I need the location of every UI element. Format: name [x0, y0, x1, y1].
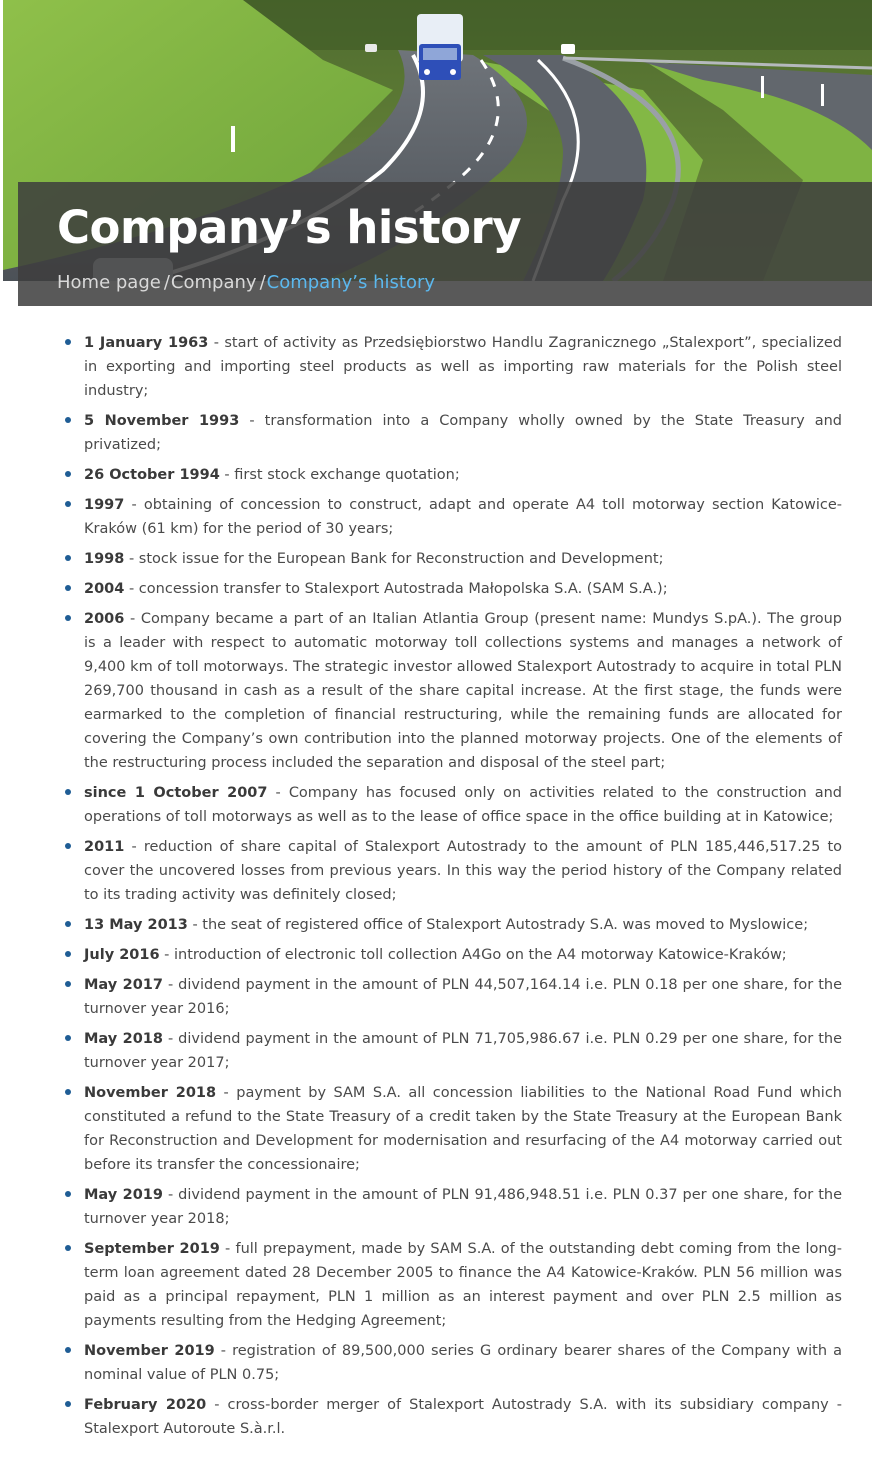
history-item [64, 943, 842, 967]
history-text: - introduction of electronic toll collection A4Go on the A4 motorway Katowice-Kraków; [159, 947, 787, 963]
history-item [64, 1081, 842, 1177]
history-text: - first stock exchange quotation; [219, 467, 460, 483]
history-text: - concession transfer to Stalexport Autostrada Małopolska S.A. (SAM S.A.); [124, 581, 668, 597]
history-item [64, 1237, 842, 1333]
hero-banner [0, 0, 872, 306]
history-date: May 2017 [84, 977, 163, 993]
history-item [64, 1339, 842, 1387]
history-date: 1997 [84, 497, 125, 513]
history-item [64, 1183, 842, 1231]
history-item [64, 463, 842, 487]
history-text: - the seat of registered office of Stalexport Autostrady S.A. was moved to Myslowice; [187, 917, 809, 933]
history-date: 2006 [84, 611, 125, 627]
breadcrumb-separator: / [163, 272, 170, 293]
history-item [64, 493, 842, 541]
history-item [64, 409, 842, 457]
history-date: 2004 [84, 581, 125, 597]
history-item [64, 547, 842, 571]
history-item [64, 607, 842, 775]
history-date: 5 November 1993 [84, 413, 240, 429]
history-date: November 2019 [84, 1343, 215, 1359]
breadcrumb-home-link[interactable]: Home page [57, 272, 161, 293]
history-text: - payment by SAM S.A. all concession liabilities to the National Road Fund which constituted a refund to the State Treasury of a credit taken by the State Treasury at the European Bank for Reconstruction and Development for modernisation and resurfacing of the A4 motorway carried out before its transfer the concessionaire; [84, 1085, 842, 1173]
history-date: September 2019 [84, 1241, 220, 1257]
history-text: - full prepayment, made by SAM S.A. of the outstanding debt coming from the long-term loan agreement dated 28 December 2005 to finance the A4 Katowice-Kraków. PLN 56 million was paid as a principal repayment, PLN 1 million as an interest payment and over PLN 2.5 million as payments resulting from the Hedging Agreement; [84, 1241, 842, 1329]
history-item [64, 913, 842, 937]
breadcrumb-current: Company’s history [266, 272, 436, 293]
history-date: since 1 October 2007 [84, 785, 268, 801]
history-date: July 2016 [84, 947, 160, 963]
breadcrumb-company-link[interactable]: Company [170, 272, 257, 293]
history-text: - reduction of share capital of Stalexport Autostrady to the amount of PLN 185,446,517.25 to cover the uncovered losses from previous years. In this way the period history of the Company related to its trading activity was definitely closed; [84, 839, 842, 903]
history-date: 1 January 1963 [84, 335, 209, 351]
breadcrumb-separator: / [259, 272, 266, 293]
history-date: May 2018 [84, 1031, 163, 1047]
history-item [64, 1027, 842, 1075]
breadcrumb [57, 270, 435, 296]
history-text: - dividend payment in the amount of PLN 71,705,986.67 i.e. PLN 0.29 per one share, for the turnover year 2017; [84, 1031, 842, 1071]
history-text: - dividend payment in the amount of PLN 44,507,164.14 i.e. PLN 0.18 per one share, for the turnover year 2016; [84, 977, 842, 1017]
history-text: - obtaining of concession to construct, adapt and operate A4 toll motorway section Katowice-Kraków (61 km) for the period of 30 years; [84, 497, 842, 537]
history-item [64, 835, 842, 907]
history-timeline [64, 331, 842, 1447]
history-date: May 2019 [84, 1187, 163, 1203]
history-date: February 2020 [84, 1397, 207, 1413]
history-date: November 2018 [84, 1085, 217, 1101]
history-date: 13 May 2013 [84, 917, 188, 933]
history-item [64, 577, 842, 601]
history-text: - start of activity as Przedsiębiorstwo Handlu Zagranicznego „Stalexport”, specialized in exporting and importing steel products as well as importing raw materials for the Polish steel industry; [84, 335, 842, 399]
history-item [64, 331, 842, 403]
history-text: - registration of 89,500,000 series G ordinary bearer shares of the Company with a nominal value of PLN 0.75; [84, 1343, 842, 1383]
page-title: Company’s history [57, 201, 522, 254]
history-text: - Company has focused only on activities related to the construction and operations of toll motorways as well as to the lease of office space in the office building at in Katowice; [84, 785, 842, 825]
history-text: - dividend payment in the amount of PLN 91,486,948.51 i.e. PLN 0.37 per one share, for the turnover year 2018; [84, 1187, 842, 1227]
history-item [64, 973, 842, 1021]
history-date: 1998 [84, 551, 125, 567]
history-item [64, 781, 842, 829]
history-item [64, 1393, 842, 1441]
history-date: 2011 [84, 839, 125, 855]
history-text: - Company became a part of an Italian Atlantia Group (present name: Mundys S.pA.). The group is a leader with respect to automatic motorway toll collections systems and manages a network of 9,400 km of toll motorways. The strategic investor allowed Stalexport Autostrady to acquire in total PLN 269,700 thousand in cash as a result of the share capital increase. At the first stage, the funds were earmarked to the completion of financial restructuring, while the remaining funds are allocated for covering the Company’s own contribution into the planned motorway projects. One of the elements of the restructuring process included the separation and disposal of the steel part; [84, 611, 842, 771]
history-text: - cross-border merger of Stalexport Autostrady S.A. with its subsidiary company - Stalexport Autoroute S.à.r.l. [84, 1397, 843, 1437]
history-text: - stock issue for the European Bank for Reconstruction and Development; [124, 551, 664, 567]
history-date: 26 October 1994 [84, 467, 220, 483]
history-text: - transformation into a Company wholly owned by the State Treasury and privatized; [84, 413, 842, 453]
